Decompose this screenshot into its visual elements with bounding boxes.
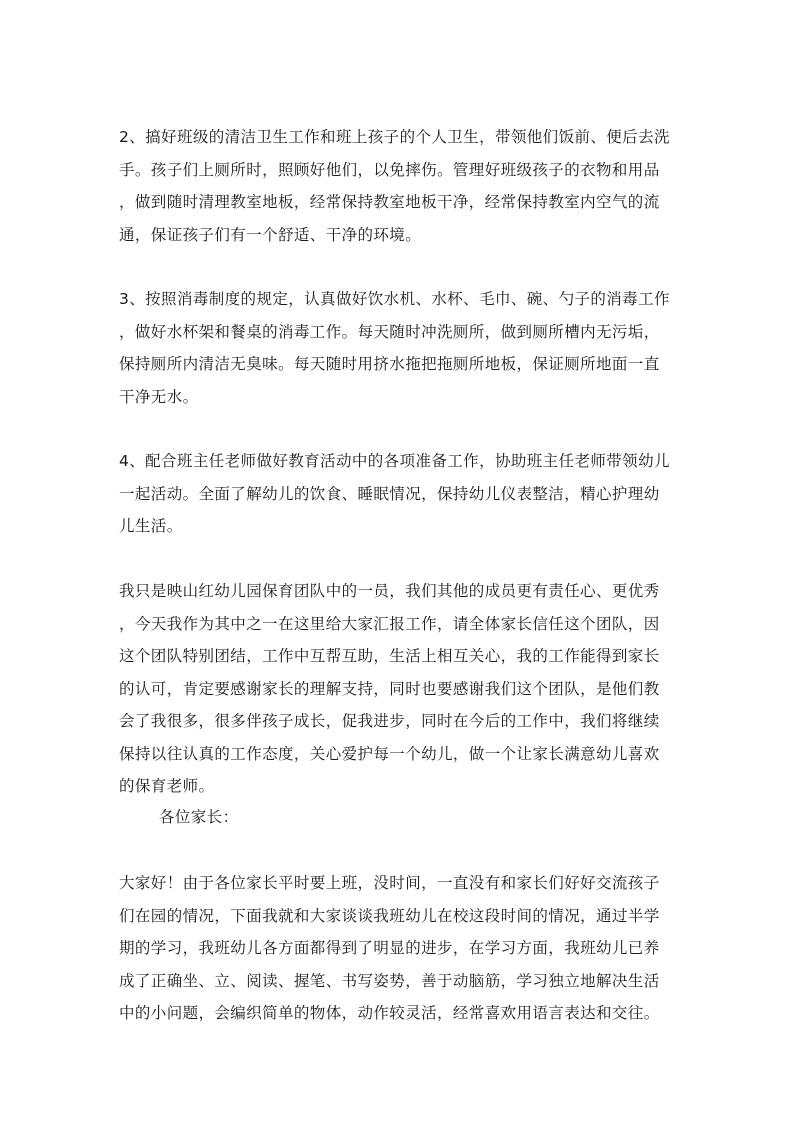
- paragraph-greeting: 各位家长：: [159, 808, 239, 826]
- paragraph-class-report: 大家好！由于各位家长平时要上班，没时间，一直没有和家长们好好交流孩子 们在园的情况，下面我就和大家谈谈我班幼儿在校这段时间的情况，通过半学 期的学习，我班幼儿各方面都得到了明显的进步，在学习方面，我班幼儿已养 成了正确坐、立、阅读、握笔、书写姿势，善于动脑筋，学习独立地解决生活 中的小问题，会编织简单的物体，动作较灵活，经常喜欢用语言表达和交往。: [119, 874, 660, 1022]
- paragraph-hygiene-duties: 2、搞好班级的清洁卫生工作和班上孩子的个人卫生，带领他们饭前、便后去洗 手。孩子们上厕所时，照顾好他们，以免摔伤。管理好班级孩子的衣物和用品 ，做到随时清理教室地板，经常保持教室地板干净，经常保持教室内空气的流 通，保证孩子们有一个舒适、干净的环境。: [119, 128, 670, 244]
- paragraph-disinfection-duties: 3、按照消毒制度的规定，认真做好饮水机、水杯、毛巾、碗、勺子的消毒工作 ，做好水杯架和餐桌的消毒工作。每天随时冲洗厕所，做到厕所槽内无污垢， 保持厕所内清洁无臭味。每天随时用挤水拖把拖厕所地板，保证厕所地面一直 干净无水。: [119, 290, 670, 406]
- paragraph-teacher-assistance: 4、配合班主任老师做好教育活动中的各项准备工作，协助班主任老师带领幼儿 一起活动。全面了解幼儿的饮食、睡眠情况，保持幼儿仪表整洁，精心护理幼 儿生活。: [119, 452, 670, 535]
- paragraph-team-summary: 我只是映山红幼儿园保育团队中的一员，我们其他的成员更有责任心、更优秀 ，今天我作为其中之一在这里给大家汇报工作，请全体家长信任这个团队，因 这个团队特别团结，工作中互帮互助，生活上相互关心，我的工作能得到家长 的认可，肯定要感谢家长的理解支持，同时也要感谢我们这个团队，是他们教 会了我很多，很多伴孩子成长，促我进步，同时在今后的工作中，我们将继续 保持以往认真的工作态度，关心爱护每一个幼儿，做一个让家长满意幼儿喜欢 的保育老师。: [119, 582, 660, 795]
